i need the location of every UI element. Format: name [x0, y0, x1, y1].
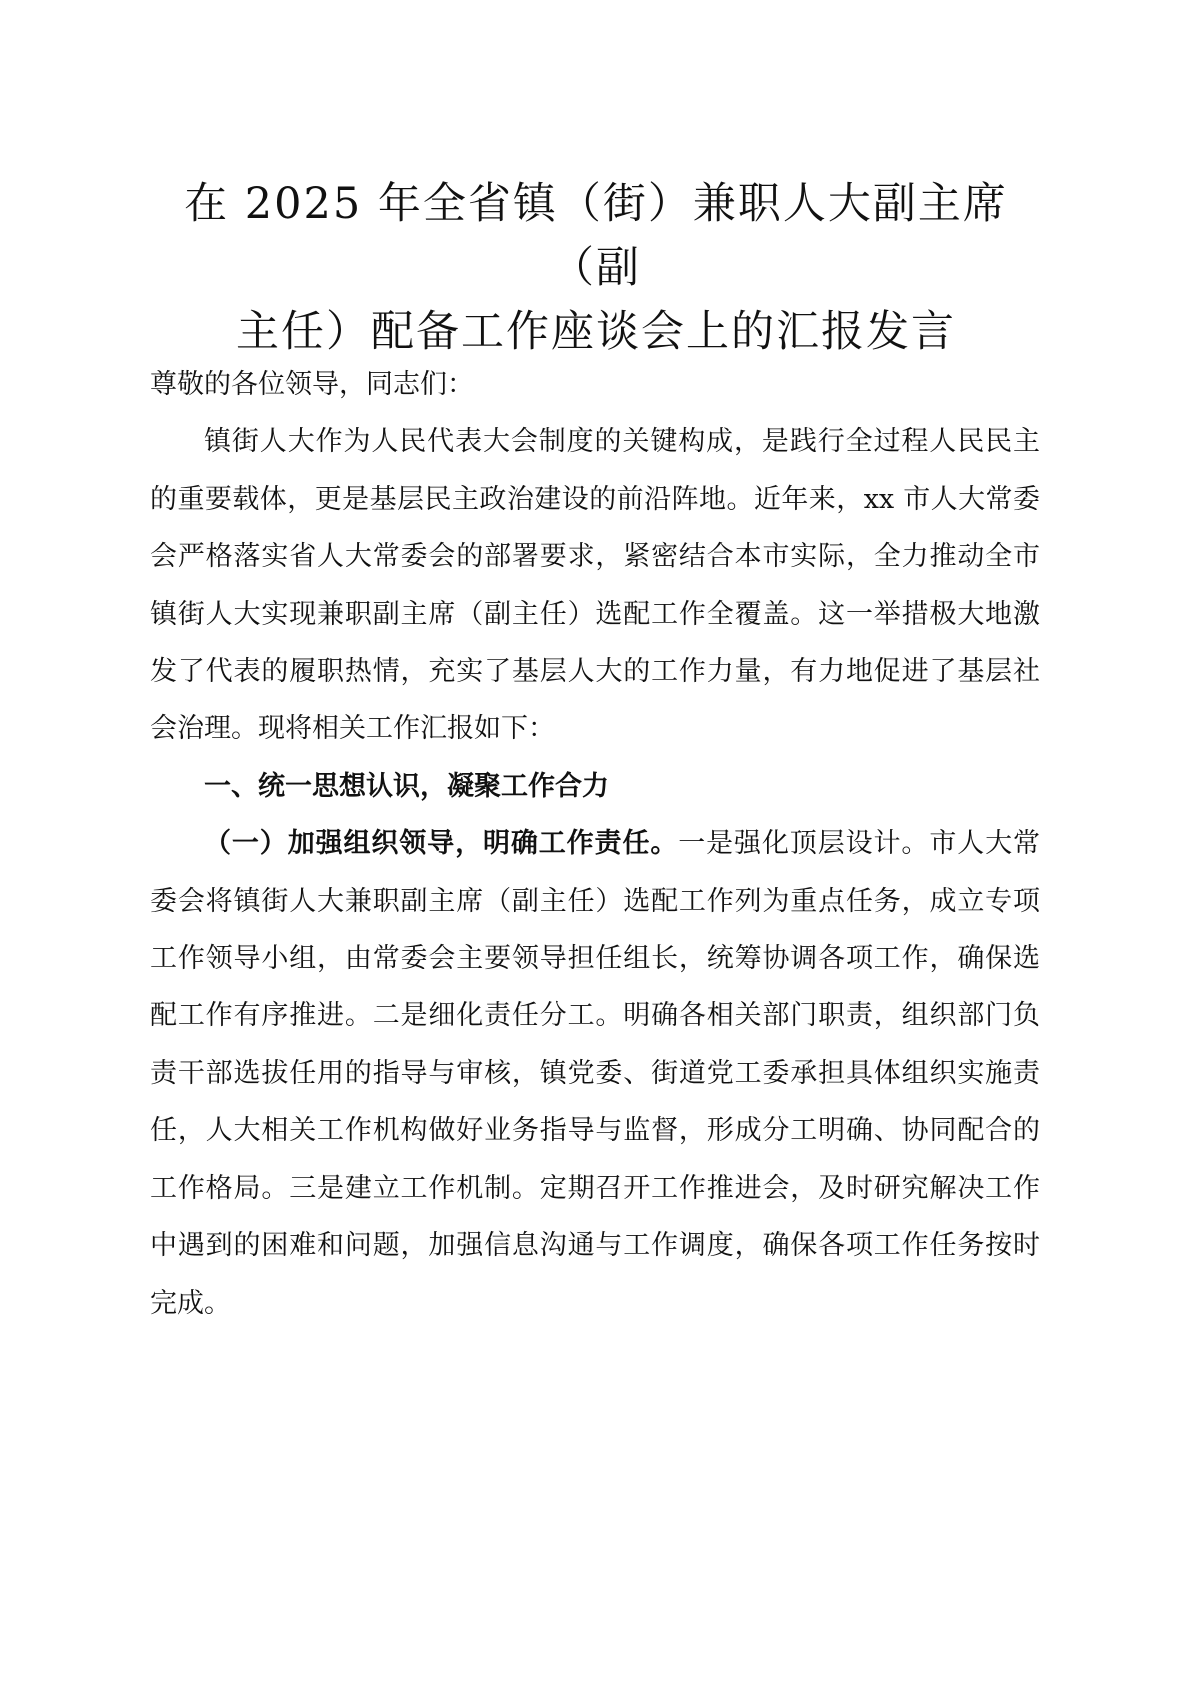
document-body: [150, 356, 1040, 1332]
title-line-1: 在 2025 年全省镇（街）兼职人大副主席（副: [184, 179, 1008, 293]
subsection-paragraph-1: [150, 815, 1040, 1332]
subsection-heading-1: （一）加强组织领导，明确工作责任。: [204, 828, 679, 860]
title-line-2: 主任）配备工作座谈会上的汇报发言: [236, 307, 956, 357]
section-heading-1: 一、统一思想认识，凝聚工作合力: [204, 770, 609, 802]
intro-paragraph: 镇街人大作为人民代表大会制度的关键构成，是践行全过程人民民主的重要载体，更是基层民主政治建设的前沿阵地。近年来，xx 市人大常委会严格落实省人大常委会的部署要求，紧密结合本市实际，全力推动全市镇街人大实现兼职副主席（副主任）选配工作全覆盖。这一举措极大地激发了代表的履职热情，充实了基层人大的工作力量，有力地促进了基层社会治理。现将相关工作汇报如下：: [150, 426, 1040, 745]
document-title: [140, 172, 1052, 364]
subsection-body-1: 一是强化顶层设计。市人大常委会将镇街人大兼职副主席（副主任）选配工作列为重点任务，成立专项工作领导小组，由常委会主要领导担任组长，统筹协调各项工作，确保选配工作有序推进。二是细化责任分工。明确各相关部门职责，组织部门负责干部选拔任用的指导与审核，镇党委、街道党工委承担具体组织实施责任，人大相关工作机构做好业务指导与监督，形成分工明确、协同配合的工作格局。三是建立工作机制。定期召开工作推进会，及时研究解决工作中遇到的困难和问题，加强信息沟通与工作调度，确保各项工作任务按时完成。: [150, 828, 1041, 1319]
salutation: 尊敬的各位领导，同志们：: [150, 369, 474, 400]
